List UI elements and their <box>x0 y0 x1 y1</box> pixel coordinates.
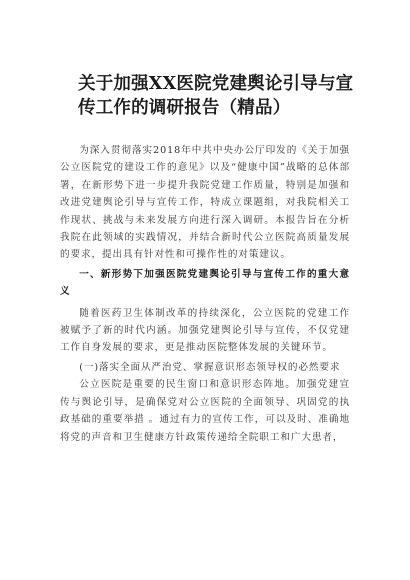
intro-paragraph: 为深入贯彻落实2018年中共中央办公厅印发的《关于加强公立医院党的建设工作的意见》以及“健康中国”战略的总体部署，在新形势下进一步提升我院党建工作质量，特别是加强和改进党建舆论引导与宣传工作，特成立课题组，对我院相关工作现状、挑战与未来发展方向进行深入调研。本报告旨在分析我院在此领域的实践情况，并结合新时代公立医院高质量发展的要求，提出具有针对性和可操作性的对策建议。 <box>60 145 350 261</box>
subsection-1-paragraph: 公立医院是重要的民生窗口和意识形态阵地。加强党建宣传与舆论引导，是确保党对公立医院的全面领导、巩固党的执政基础的重要举措 。通过有力的宣传工作，可以及时、准确地将党的声音和卫生健康方针政策传递给全院职工和广大患者， <box>60 379 350 443</box>
document-title <box>60 72 354 120</box>
title-line-1: 关于加强XX医院党建舆论引导与宣 <box>78 74 354 94</box>
subsection-1-heading: (一)落实全面从严治党、掌握意识形态领导权的必然要求 <box>79 361 341 373</box>
title-line-2: 传工作的调研报告（精品） <box>78 98 291 118</box>
section-1-heading: 一、新形势下加强医院党建舆论引导与宣传工作的重大意义 <box>60 268 350 298</box>
document-body <box>60 142 350 446</box>
section-1-paragraph: 随着医药卫生体制改革的持续深化，公立医院的党建工作被赋予了新的时代内涵。加强党建舆论引导与宣传，不仅党建工作自身发展的要求，更是推动医院整体发展的关键环节。 <box>60 307 350 354</box>
